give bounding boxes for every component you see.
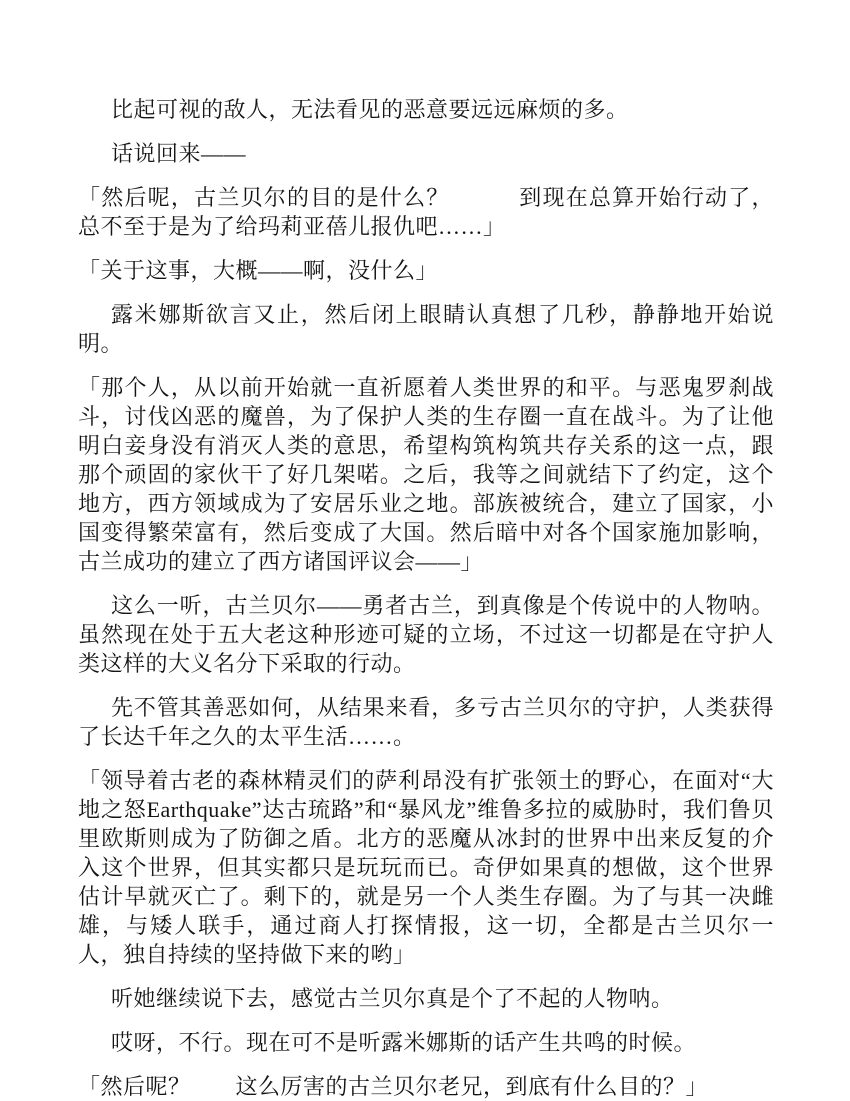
paragraph-dialogue: 「那个人，从以前开始就一直祈愿着人类世界的和平。与恶鬼罗刹战斗，讨伐凶恶的魔兽，为了保护人类的生存圈一直在战斗。为了让他明白妾身没有消灭人类的意思，希望构筑构筑共存关系的这一点，跟那个顽固的家伙干了好几架喏。之后，我等之间就结下了约定，这个地方，西方领域成为了安居乐业之地。部族被统合，建立了国家，小国变得繁荣富有，然后变成了大国。然后暗中对各个国家施加影响，古兰成功的建立了西方诸国评议会——」 xyxy=(78,375,774,574)
paragraph-narration: 话说回来—— xyxy=(111,141,247,166)
paragraph-narration: 这么一听，古兰贝尔——勇者古兰，到真像是个传说中的人物呐。虽然现在处于五大老这种形迹可疑的立场，不过这一切都是在守护人类这样的大义名分下采取的行动。 xyxy=(78,593,774,676)
paragraph-narration: 听她继续说下去，感觉古兰贝尔真是个了不起的人物呐。 xyxy=(111,986,674,1011)
paragraph-dialogue: 「然后呢？ 这么厉害的古兰贝尔老兄，到底有什么目的？」 xyxy=(78,1074,709,1099)
text-column xyxy=(78,95,774,1101)
paragraph-narration: 哎呀，不行。现在可不是听露米娜斯的话产生共鸣的时候。 xyxy=(111,1030,697,1055)
paragraph-dialogue: 「领导着古老的森林精灵们的萨利昂没有扩张领土的野心，在面对“大地之怒Earthquake”达古琉路”和“暴风龙”维鲁多拉的威胁时，我们鲁贝里欧斯则成为了防御之盾。北方的恶魔从冰封的世界中出来反复的介入这个世界，但其实都只是玩玩而已。奇伊如果真的想做，这个世界估计早就灭亡了。剩下的，就是另一个人类生存圈。为了与其一决雌雄，与矮人联手，通过商人打探情报，这一切，全都是古兰贝尔一人，独自持续的坚持做下来的哟」 xyxy=(78,768,774,967)
paragraph-narration: 露米娜斯欲言又止，然后闭上眼睛认真想了几秒，静静地开始说明。 xyxy=(78,302,774,356)
paragraph-narration: 比起可视的敌人，无法看见的恶意要远远麻烦的多。 xyxy=(111,97,629,122)
paragraph-narration: 先不管其善恶如何，从结果来看，多亏古兰贝尔的守护，人类获得了长达千年之久的太平生活……。 xyxy=(78,695,774,749)
paragraph-dialogue: 「关于这事，大概——啊，没什么」 xyxy=(78,258,439,283)
paragraph-dialogue: 「然后呢，古兰贝尔的目的是什么？ 到现在总算开始行动了，总不至于是为了给玛莉亚蓓儿报仇吧……」 xyxy=(78,185,774,239)
